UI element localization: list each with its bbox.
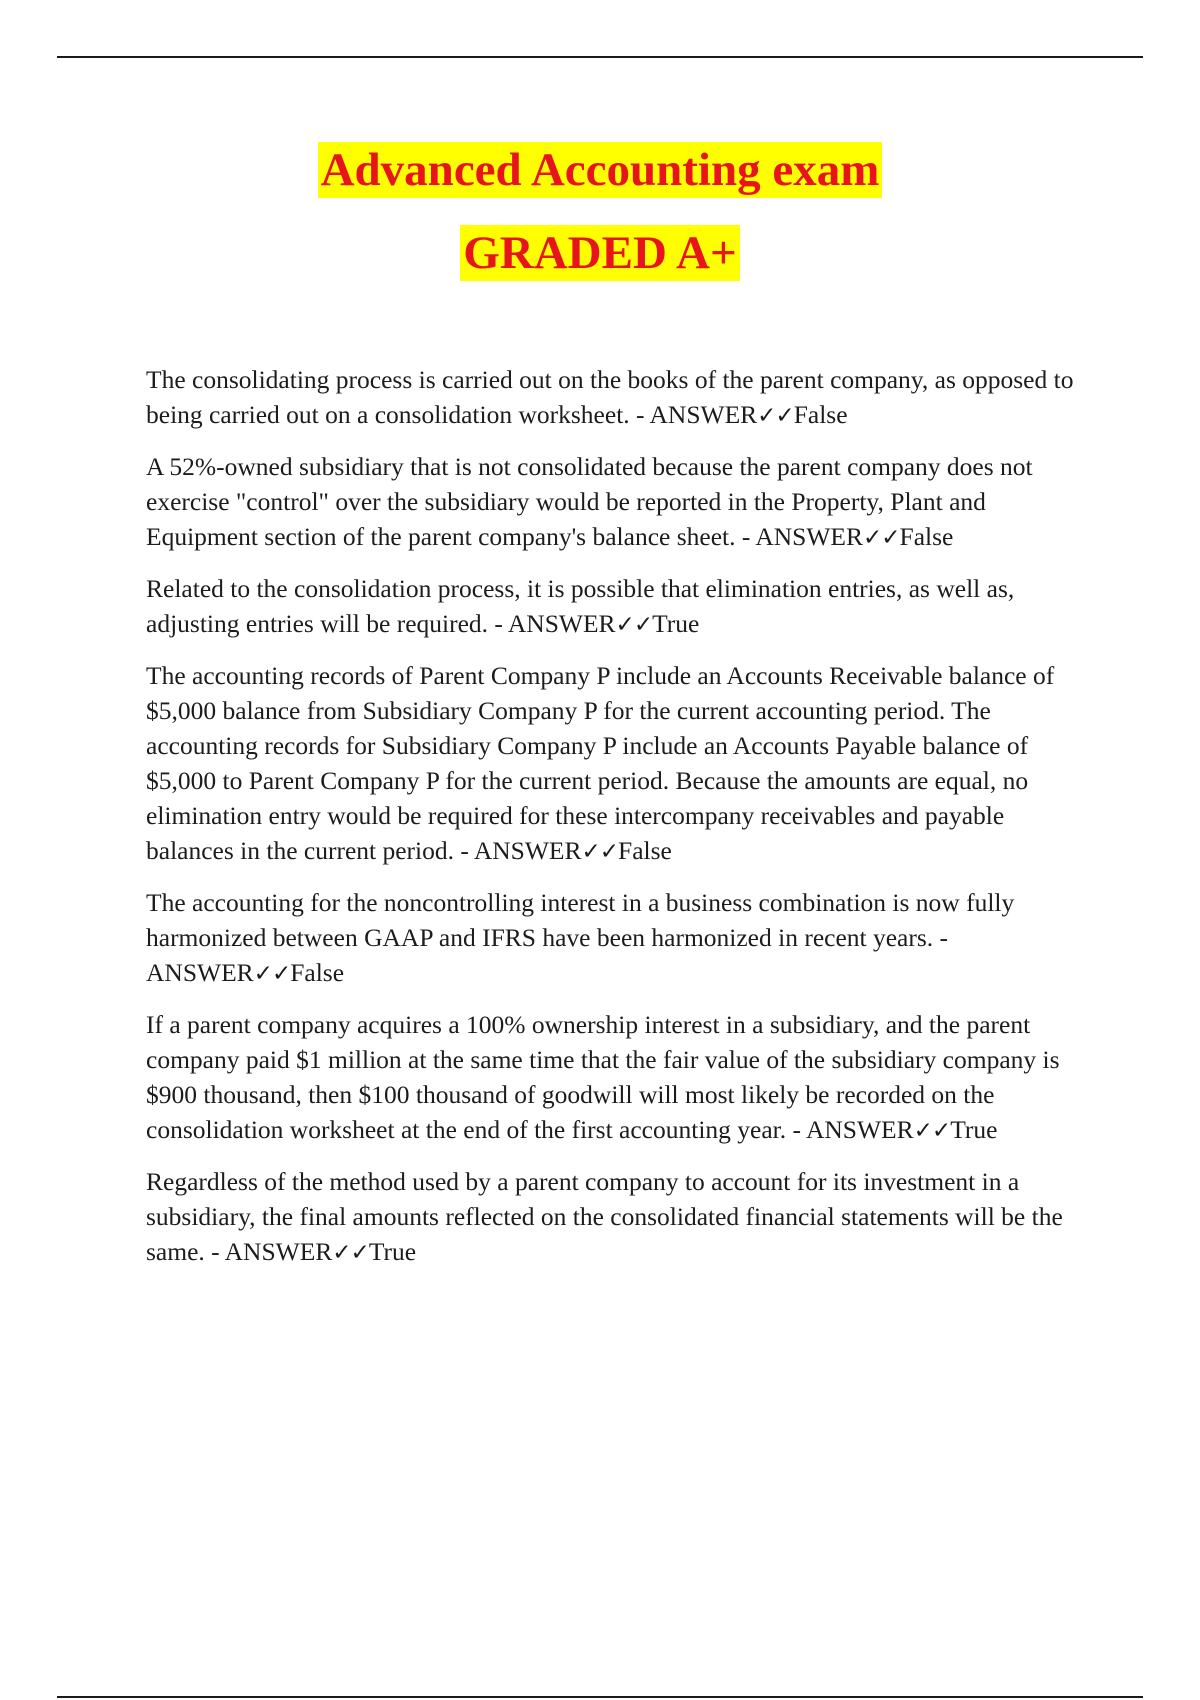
answer-prefix: - ANSWER — [146, 923, 949, 987]
answer-value: True — [368, 1237, 417, 1266]
question-item — [146, 362, 1096, 434]
bottom-rule — [57, 1696, 1143, 1698]
answer-prefix: - ANSWER — [741, 522, 863, 551]
question-text: Regardless of the method used by a parent company to account for its investment in a subsidiary, the final amounts reflected on the consolidated financial statements will be the same. — [146, 1167, 1063, 1266]
answer-value: True — [652, 609, 700, 638]
check-icon: ✓✓ — [862, 525, 900, 551]
title-line-1: Advanced Accounting exam — [318, 142, 883, 198]
check-icon: ✓✓ — [615, 612, 653, 638]
question-item — [146, 1007, 1096, 1149]
question-text: Related to the consolidation process, it is possible that elimination entries, as well as, adjusting entries will be required. — [146, 574, 1015, 638]
answer-value: True — [950, 1115, 998, 1144]
check-icon: ✓✓ — [253, 961, 291, 987]
check-icon: ✓✓ — [913, 1118, 951, 1144]
answer-prefix: - ANSWER — [792, 1115, 914, 1144]
question-item — [146, 571, 1096, 643]
answer-prefix: - ANSWER — [636, 400, 758, 429]
top-rule — [57, 56, 1143, 58]
answer-prefix: - ANSWER — [460, 836, 582, 865]
check-icon: ✓✓ — [332, 1240, 369, 1266]
check-icon: ✓✓ — [757, 403, 794, 429]
question-item — [146, 658, 1096, 870]
question-text: If a parent company acquires a 100% ownership interest in a subsidiary, and the parent company paid $1 million at the same time that the fair value of the subsidiary company is $900 thousand, then $100 thousand of goodwill will most likely be recorded on the consolidation worksheet at the end of the first accounting year. — [146, 1010, 1060, 1144]
question-item — [146, 885, 1096, 992]
question-list — [146, 362, 1096, 1286]
title-line-2: GRADED A+ — [460, 225, 740, 281]
document-title — [0, 142, 1200, 281]
question-text: The consolidating process is carried out on the books of the parent company, as opposed to being carried out on a consolidation worksheet. — [146, 365, 1074, 429]
answer-prefix: - ANSWER — [494, 609, 616, 638]
answer-value: False — [290, 958, 345, 987]
answer-prefix: - ANSWER — [211, 1237, 333, 1266]
question-item — [146, 1164, 1096, 1271]
question-text: The accounting records of Parent Company P include an Accounts Receivable balance of $5,000 balance from Subsidiary Company P for the current accounting period. The accounting records for Subsidiary Company P include an Accounts Payable balance of $5,000 to Parent Company P for the current period. Because the amounts are equal, no elimination entry would be required for these intercompany receivables and payable balances in the current period. — [146, 661, 1055, 865]
answer-value: False — [618, 836, 672, 865]
question-text: The accounting for the noncontrolling interest in a business combination is now fully harmonized between GAAP and IFRS have been harmonized in recent years. — [146, 888, 1015, 952]
question-text: A 52%-owned subsidiary that is not consolidated because the parent company does not exercise "control" over the subsidiary would be reported in the Property, Plant and Equipment section of the parent company's balance sheet. — [146, 452, 1033, 551]
check-icon: ✓✓ — [581, 839, 619, 865]
answer-value: False — [899, 522, 954, 551]
answer-value: False — [793, 400, 848, 429]
question-item — [146, 449, 1096, 556]
